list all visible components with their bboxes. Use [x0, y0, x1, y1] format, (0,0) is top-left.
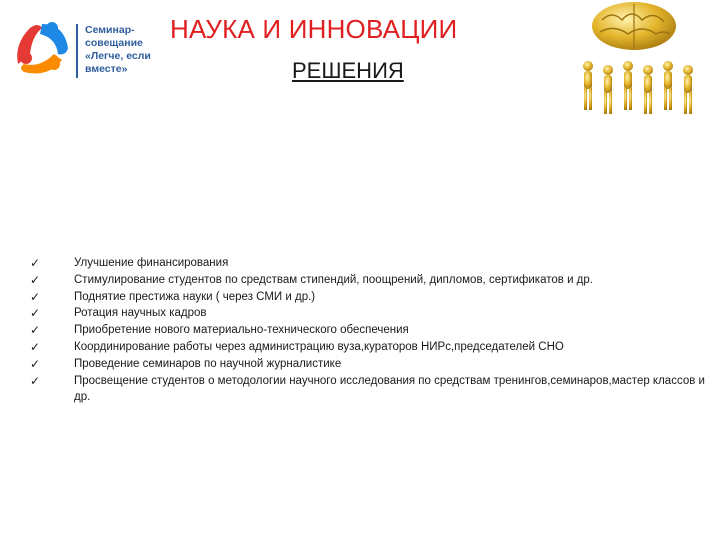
checkmark-icon: ✓: [30, 339, 41, 354]
solutions-list: [30, 255, 710, 406]
page-title: НАУКА И ИННОВАЦИИ: [170, 14, 458, 44]
list-item-text: Стимулирование студентов по средствам стипендий, поощрений, дипломов, сертификатов и др.: [74, 273, 593, 286]
list-item-text: Проведение семинаров по научной журналистике: [74, 357, 342, 370]
figure: [643, 65, 653, 114]
logo-divider: [76, 24, 78, 78]
logo-line: вместе»: [85, 63, 128, 75]
logo-text: [85, 24, 165, 76]
checkmark-icon: ✓: [30, 373, 41, 388]
checkmark-icon: ✓: [30, 289, 41, 304]
list-item-text: Ротация научных кадров: [74, 307, 207, 320]
list-item: [30, 305, 710, 322]
list-item: [30, 373, 710, 407]
logo-line: совещание: [85, 37, 143, 49]
list-item-text: Приобретение нового материально-технического обеспечения: [74, 324, 409, 337]
checkmark-icon: ✓: [30, 272, 41, 287]
checkmark-icon: ✓: [30, 323, 41, 338]
list-item-text: Координирование работы через администрацию вуза,кураторов НИРс,председателей СНО: [74, 340, 564, 353]
list-item: [30, 322, 710, 339]
figure: [583, 61, 593, 110]
checkmark-icon: ✓: [30, 356, 41, 371]
list-item-text: Просвещение студентов о методологии научного исследования по средствам тренингов,семинаров,мастер классов и др.: [74, 374, 705, 404]
list-item-text: Поднятие престижа науки ( через СМИ и др.): [74, 290, 316, 303]
list-item: [30, 289, 710, 306]
seminar-logo: [8, 14, 158, 84]
checkmark-icon: ✓: [30, 256, 41, 270]
figure: [683, 65, 693, 114]
page-subtitle: РЕШЕНИЯ: [292, 58, 404, 83]
checkmark-icon: ✓: [30, 306, 41, 321]
logo-emblem-icon: [8, 14, 72, 78]
list-item-text: Улучшение финансирования: [74, 257, 229, 269]
logo-line: Семинар-: [85, 24, 135, 36]
list-item: [30, 356, 710, 373]
figure: [663, 61, 673, 110]
figure: [603, 65, 613, 114]
list-item: [30, 272, 710, 289]
list-item: [30, 255, 710, 272]
golden-brain-people-icon: [572, 0, 702, 125]
figure: [623, 61, 633, 110]
logo-line: «Легче, если: [85, 50, 151, 62]
list-item: [30, 339, 710, 356]
